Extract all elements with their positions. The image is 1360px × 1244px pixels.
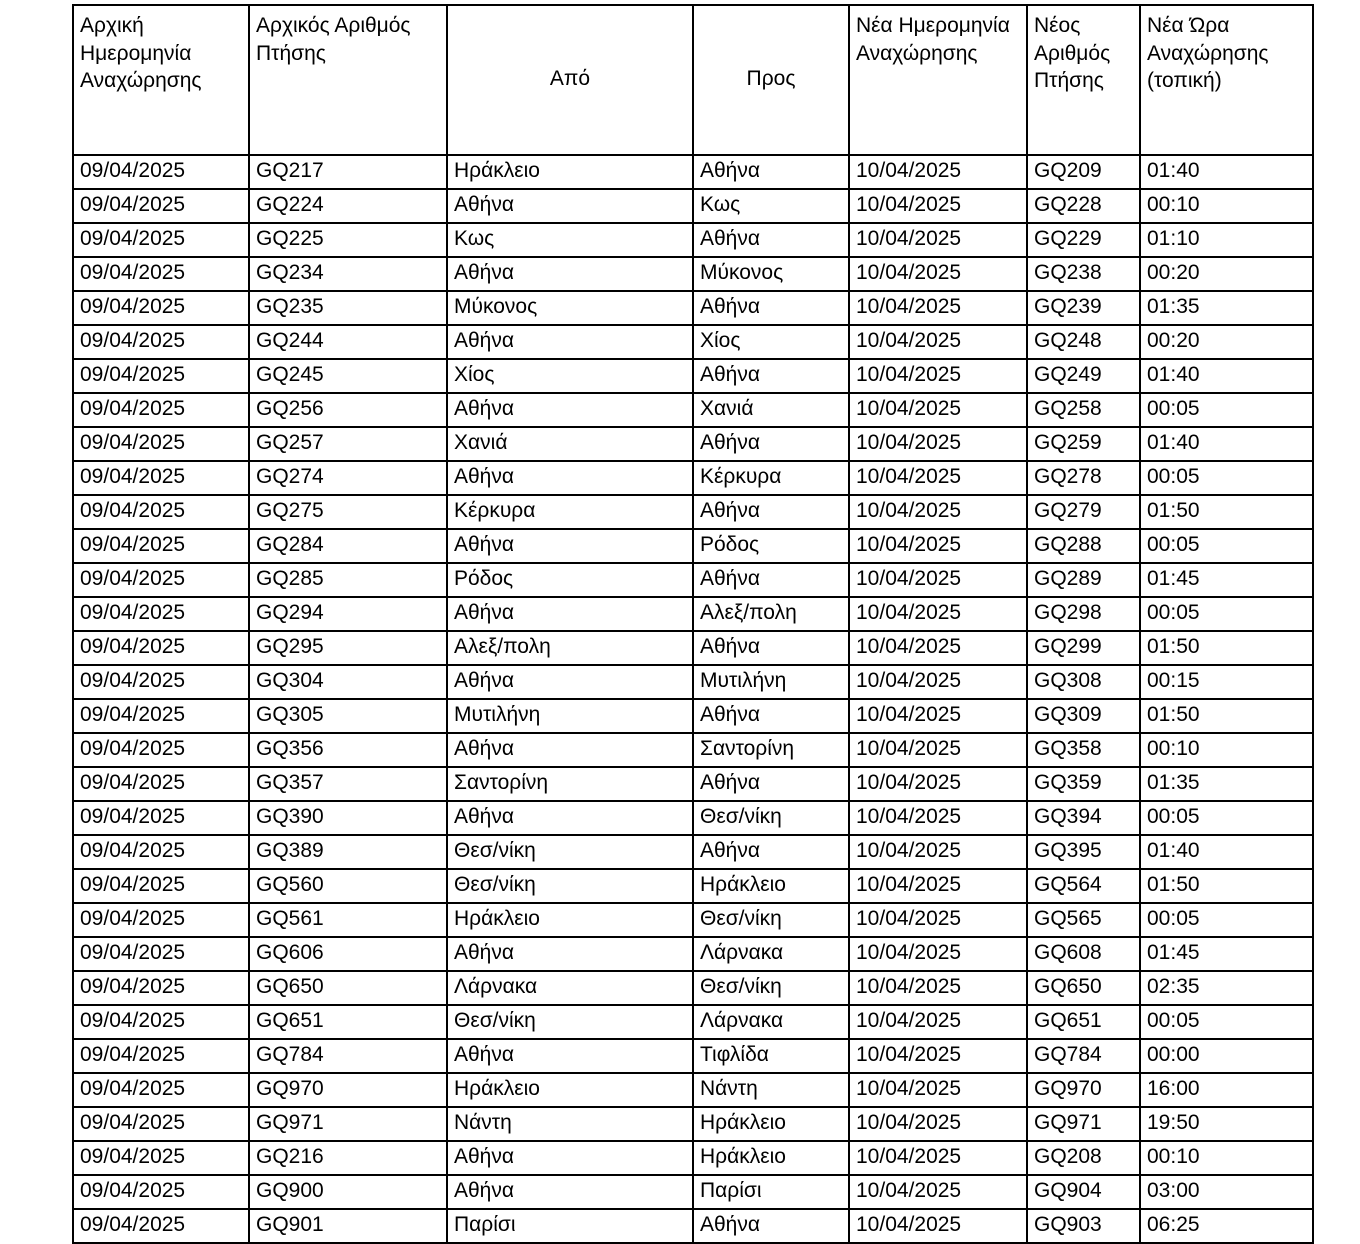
cell-original-departure-date: 09/04/2025: [73, 393, 249, 427]
cell-new-departure-date: 10/04/2025: [849, 665, 1027, 699]
cell-new-departure-date: 10/04/2025: [849, 699, 1027, 733]
table-row: [73, 223, 1313, 257]
cell-from: Θεσ/νίκη: [447, 835, 693, 869]
cell-original-flight-number: GQ356: [249, 733, 447, 767]
table-row: [73, 1039, 1313, 1073]
cell-original-departure-date: 09/04/2025: [73, 971, 249, 1005]
cell-original-flight-number: GQ274: [249, 461, 447, 495]
cell-original-departure-date: 09/04/2025: [73, 495, 249, 529]
cell-original-departure-date: 09/04/2025: [73, 665, 249, 699]
table-row: [73, 155, 1313, 189]
cell-from: Αθήνα: [447, 1141, 693, 1175]
cell-new-departure-date: 10/04/2025: [849, 835, 1027, 869]
cell-new-departure-time: 00:05: [1140, 461, 1313, 495]
table-row: [73, 835, 1313, 869]
cell-to: Παρίσι: [693, 1175, 849, 1209]
cell-new-flight-number: GQ278: [1027, 461, 1140, 495]
table-row: [73, 767, 1313, 801]
table-row: [73, 869, 1313, 903]
cell-to: Μυτιλήνη: [693, 665, 849, 699]
cell-to: Ηράκλειο: [693, 869, 849, 903]
cell-new-departure-date: 10/04/2025: [849, 461, 1027, 495]
cell-new-departure-date: 10/04/2025: [849, 563, 1027, 597]
table-row: [73, 325, 1313, 359]
cell-to: Λάρνακα: [693, 937, 849, 971]
cell-new-departure-time: 16:00: [1140, 1073, 1313, 1107]
cell-new-departure-date: 10/04/2025: [849, 1209, 1027, 1243]
cell-original-flight-number: GQ389: [249, 835, 447, 869]
cell-original-flight-number: GQ245: [249, 359, 447, 393]
cell-new-departure-time: 01:40: [1140, 835, 1313, 869]
cell-new-flight-number: GQ299: [1027, 631, 1140, 665]
cell-new-departure-date: 10/04/2025: [849, 155, 1027, 189]
cell-new-departure-time: 00:20: [1140, 257, 1313, 291]
table-row: [73, 529, 1313, 563]
cell-new-departure-time: 06:25: [1140, 1209, 1313, 1243]
cell-original-flight-number: GQ560: [249, 869, 447, 903]
cell-from: Αθήνα: [447, 393, 693, 427]
cell-original-departure-date: 09/04/2025: [73, 359, 249, 393]
cell-original-departure-date: 09/04/2025: [73, 461, 249, 495]
cell-original-flight-number: GQ256: [249, 393, 447, 427]
cell-new-departure-date: 10/04/2025: [849, 1175, 1027, 1209]
cell-original-departure-date: 09/04/2025: [73, 597, 249, 631]
table-row: [73, 733, 1313, 767]
column-header-new-flight-number: Νέος Αριθμός Πτήσης: [1027, 5, 1140, 155]
cell-new-departure-date: 10/04/2025: [849, 291, 1027, 325]
cell-original-departure-date: 09/04/2025: [73, 1107, 249, 1141]
cell-new-departure-time: 00:05: [1140, 903, 1313, 937]
cell-new-flight-number: GQ971: [1027, 1107, 1140, 1141]
cell-new-departure-time: 01:35: [1140, 291, 1313, 325]
cell-new-departure-date: 10/04/2025: [849, 869, 1027, 903]
cell-new-departure-date: 10/04/2025: [849, 937, 1027, 971]
cell-new-departure-time: 00:05: [1140, 801, 1313, 835]
cell-new-departure-date: 10/04/2025: [849, 597, 1027, 631]
cell-new-departure-time: 00:20: [1140, 325, 1313, 359]
cell-to: Σαντορίνη: [693, 733, 849, 767]
cell-from: Μύκονος: [447, 291, 693, 325]
flight-schedule-table: [72, 4, 1314, 1244]
cell-original-departure-date: 09/04/2025: [73, 427, 249, 461]
cell-to: Ρόδος: [693, 529, 849, 563]
cell-original-departure-date: 09/04/2025: [73, 529, 249, 563]
table-header-row: [73, 5, 1313, 155]
cell-new-flight-number: GQ238: [1027, 257, 1140, 291]
cell-from: Θεσ/νίκη: [447, 1005, 693, 1039]
cell-new-departure-time: 01:50: [1140, 699, 1313, 733]
cell-to: Θεσ/νίκη: [693, 801, 849, 835]
table-row: [73, 461, 1313, 495]
cell-from: Ρόδος: [447, 563, 693, 597]
cell-original-flight-number: GQ971: [249, 1107, 447, 1141]
cell-original-departure-date: 09/04/2025: [73, 325, 249, 359]
cell-to: Ηράκλειο: [693, 1141, 849, 1175]
cell-new-flight-number: GQ259: [1027, 427, 1140, 461]
cell-new-departure-date: 10/04/2025: [849, 631, 1027, 665]
cell-new-flight-number: GQ608: [1027, 937, 1140, 971]
table-row: [73, 597, 1313, 631]
table-row: [73, 189, 1313, 223]
cell-new-departure-date: 10/04/2025: [849, 733, 1027, 767]
cell-from: Αθήνα: [447, 325, 693, 359]
cell-from: Αθήνα: [447, 597, 693, 631]
cell-original-departure-date: 09/04/2025: [73, 1039, 249, 1073]
cell-original-departure-date: 09/04/2025: [73, 767, 249, 801]
cell-new-flight-number: GQ309: [1027, 699, 1140, 733]
table-row: [73, 495, 1313, 529]
cell-new-departure-date: 10/04/2025: [849, 257, 1027, 291]
cell-new-flight-number: GQ650: [1027, 971, 1140, 1005]
cell-new-departure-date: 10/04/2025: [849, 427, 1027, 461]
table-row: [73, 1005, 1313, 1039]
cell-original-flight-number: GQ284: [249, 529, 447, 563]
table-row: [73, 1141, 1313, 1175]
cell-from: Ηράκλειο: [447, 903, 693, 937]
cell-to: Αθήνα: [693, 291, 849, 325]
cell-to: Αθήνα: [693, 155, 849, 189]
cell-original-flight-number: GQ235: [249, 291, 447, 325]
cell-new-flight-number: GQ784: [1027, 1039, 1140, 1073]
cell-original-flight-number: GQ257: [249, 427, 447, 461]
cell-new-flight-number: GQ308: [1027, 665, 1140, 699]
cell-to: Νάντη: [693, 1073, 849, 1107]
cell-new-departure-date: 10/04/2025: [849, 1005, 1027, 1039]
cell-new-departure-time: 00:05: [1140, 393, 1313, 427]
cell-new-departure-time: 01:50: [1140, 869, 1313, 903]
cell-new-flight-number: GQ248: [1027, 325, 1140, 359]
cell-to: Κέρκυρα: [693, 461, 849, 495]
cell-new-flight-number: GQ208: [1027, 1141, 1140, 1175]
column-header-new-departure-date: Νέα Ημερομηνία Αναχώρησης: [849, 5, 1027, 155]
cell-original-flight-number: GQ217: [249, 155, 447, 189]
cell-to: Θεσ/νίκη: [693, 971, 849, 1005]
cell-original-departure-date: 09/04/2025: [73, 223, 249, 257]
cell-original-flight-number: GQ294: [249, 597, 447, 631]
cell-original-flight-number: GQ225: [249, 223, 447, 257]
cell-new-departure-time: 00:05: [1140, 1005, 1313, 1039]
cell-new-flight-number: GQ279: [1027, 495, 1140, 529]
cell-original-departure-date: 09/04/2025: [73, 903, 249, 937]
cell-new-flight-number: GQ358: [1027, 733, 1140, 767]
cell-from: Κως: [447, 223, 693, 257]
cell-original-departure-date: 09/04/2025: [73, 631, 249, 665]
table-row: [73, 1073, 1313, 1107]
cell-to: Αθήνα: [693, 359, 849, 393]
cell-new-flight-number: GQ564: [1027, 869, 1140, 903]
table-row: [73, 971, 1313, 1005]
cell-from: Κέρκυρα: [447, 495, 693, 529]
cell-from: Μυτιλήνη: [447, 699, 693, 733]
cell-new-flight-number: GQ229: [1027, 223, 1140, 257]
cell-original-departure-date: 09/04/2025: [73, 699, 249, 733]
cell-original-flight-number: GQ224: [249, 189, 447, 223]
cell-from: Σαντορίνη: [447, 767, 693, 801]
cell-from: Αθήνα: [447, 1039, 693, 1073]
cell-original-departure-date: 09/04/2025: [73, 1005, 249, 1039]
cell-new-departure-date: 10/04/2025: [849, 359, 1027, 393]
cell-original-departure-date: 09/04/2025: [73, 733, 249, 767]
cell-new-departure-time: 01:45: [1140, 563, 1313, 597]
cell-new-flight-number: GQ228: [1027, 189, 1140, 223]
column-header-original-departure-date: Αρχική Ημερομηνία Αναχώρησης: [73, 5, 249, 155]
cell-original-departure-date: 09/04/2025: [73, 291, 249, 325]
cell-to: Αθήνα: [693, 563, 849, 597]
column-header-to: Προς: [693, 5, 849, 155]
cell-to: Λάρνακα: [693, 1005, 849, 1039]
cell-new-departure-time: 03:00: [1140, 1175, 1313, 1209]
cell-original-departure-date: 09/04/2025: [73, 257, 249, 291]
cell-original-flight-number: GQ900: [249, 1175, 447, 1209]
table-header: [73, 5, 1313, 155]
cell-new-departure-time: 01:45: [1140, 937, 1313, 971]
table-row: [73, 1107, 1313, 1141]
table-row: [73, 427, 1313, 461]
cell-to: Αθήνα: [693, 835, 849, 869]
cell-new-departure-time: 02:35: [1140, 971, 1313, 1005]
cell-new-flight-number: GQ904: [1027, 1175, 1140, 1209]
cell-original-flight-number: GQ216: [249, 1141, 447, 1175]
cell-original-departure-date: 09/04/2025: [73, 189, 249, 223]
cell-new-departure-date: 10/04/2025: [849, 495, 1027, 529]
cell-new-departure-time: 00:05: [1140, 529, 1313, 563]
cell-from: Λάρνακα: [447, 971, 693, 1005]
cell-original-flight-number: GQ651: [249, 1005, 447, 1039]
cell-from: Νάντη: [447, 1107, 693, 1141]
table-row: [73, 699, 1313, 733]
cell-from: Αθήνα: [447, 801, 693, 835]
cell-new-departure-time: 01:40: [1140, 359, 1313, 393]
cell-to: Αθήνα: [693, 767, 849, 801]
cell-new-departure-time: 01:10: [1140, 223, 1313, 257]
cell-original-departure-date: 09/04/2025: [73, 1175, 249, 1209]
cell-new-departure-time: 00:10: [1140, 733, 1313, 767]
cell-original-flight-number: GQ606: [249, 937, 447, 971]
cell-original-flight-number: GQ901: [249, 1209, 447, 1243]
cell-to: Αθήνα: [693, 631, 849, 665]
cell-from: Ηράκλειο: [447, 155, 693, 189]
cell-new-departure-date: 10/04/2025: [849, 393, 1027, 427]
cell-new-departure-time: 00:10: [1140, 189, 1313, 223]
cell-new-flight-number: GQ209: [1027, 155, 1140, 189]
cell-original-flight-number: GQ295: [249, 631, 447, 665]
cell-from: Αθήνα: [447, 937, 693, 971]
cell-original-departure-date: 09/04/2025: [73, 155, 249, 189]
cell-original-departure-date: 09/04/2025: [73, 801, 249, 835]
table-row: [73, 1209, 1313, 1243]
cell-new-departure-time: 00:05: [1140, 597, 1313, 631]
cell-new-departure-date: 10/04/2025: [849, 1039, 1027, 1073]
cell-new-departure-time: 00:15: [1140, 665, 1313, 699]
cell-original-flight-number: GQ357: [249, 767, 447, 801]
cell-new-flight-number: GQ288: [1027, 529, 1140, 563]
table-row: [73, 1175, 1313, 1209]
cell-original-flight-number: GQ304: [249, 665, 447, 699]
cell-new-departure-date: 10/04/2025: [849, 189, 1027, 223]
cell-original-flight-number: GQ561: [249, 903, 447, 937]
cell-to: Αθήνα: [693, 427, 849, 461]
table-row: [73, 563, 1313, 597]
cell-new-departure-date: 10/04/2025: [849, 903, 1027, 937]
cell-original-flight-number: GQ650: [249, 971, 447, 1005]
column-header-new-departure-time: Νέα Ώρα Αναχώρησης (τοπική): [1140, 5, 1313, 155]
cell-to: Αλεξ/πολη: [693, 597, 849, 631]
cell-new-departure-time: 00:00: [1140, 1039, 1313, 1073]
cell-new-flight-number: GQ903: [1027, 1209, 1140, 1243]
cell-to: Κως: [693, 189, 849, 223]
cell-new-departure-time: 00:10: [1140, 1141, 1313, 1175]
cell-original-departure-date: 09/04/2025: [73, 563, 249, 597]
cell-original-flight-number: GQ390: [249, 801, 447, 835]
cell-new-flight-number: GQ239: [1027, 291, 1140, 325]
cell-from: Παρίσι: [447, 1209, 693, 1243]
cell-original-flight-number: GQ305: [249, 699, 447, 733]
cell-new-departure-date: 10/04/2025: [849, 1141, 1027, 1175]
cell-new-flight-number: GQ258: [1027, 393, 1140, 427]
table-row: [73, 937, 1313, 971]
cell-to: Αθήνα: [693, 1209, 849, 1243]
cell-new-flight-number: GQ651: [1027, 1005, 1140, 1039]
cell-new-departure-date: 10/04/2025: [849, 1073, 1027, 1107]
cell-new-departure-date: 10/04/2025: [849, 325, 1027, 359]
table-row: [73, 631, 1313, 665]
cell-original-departure-date: 09/04/2025: [73, 869, 249, 903]
cell-to: Χανιά: [693, 393, 849, 427]
cell-original-flight-number: GQ285: [249, 563, 447, 597]
cell-new-departure-date: 10/04/2025: [849, 223, 1027, 257]
cell-new-flight-number: GQ359: [1027, 767, 1140, 801]
cell-from: Ηράκλειο: [447, 1073, 693, 1107]
cell-new-flight-number: GQ394: [1027, 801, 1140, 835]
cell-to: Αθήνα: [693, 495, 849, 529]
cell-original-flight-number: GQ784: [249, 1039, 447, 1073]
table-row: [73, 393, 1313, 427]
cell-new-flight-number: GQ970: [1027, 1073, 1140, 1107]
cell-new-flight-number: GQ395: [1027, 835, 1140, 869]
cell-new-departure-date: 10/04/2025: [849, 529, 1027, 563]
cell-new-departure-date: 10/04/2025: [849, 1107, 1027, 1141]
table-row: [73, 359, 1313, 393]
cell-from: Αθήνα: [447, 733, 693, 767]
table-row: [73, 801, 1313, 835]
cell-original-departure-date: 09/04/2025: [73, 1141, 249, 1175]
cell-original-departure-date: 09/04/2025: [73, 1209, 249, 1243]
cell-new-departure-time: 01:50: [1140, 495, 1313, 529]
cell-from: Αθήνα: [447, 529, 693, 563]
cell-from: Αθήνα: [447, 189, 693, 223]
cell-from: Αθήνα: [447, 1175, 693, 1209]
cell-to: Αθήνα: [693, 223, 849, 257]
table-row: [73, 291, 1313, 325]
cell-from: Χανιά: [447, 427, 693, 461]
cell-from: Αθήνα: [447, 257, 693, 291]
cell-to: Ηράκλειο: [693, 1107, 849, 1141]
table-row: [73, 665, 1313, 699]
cell-to: Μύκονος: [693, 257, 849, 291]
cell-original-flight-number: GQ234: [249, 257, 447, 291]
cell-new-flight-number: GQ565: [1027, 903, 1140, 937]
cell-new-flight-number: GQ289: [1027, 563, 1140, 597]
cell-new-departure-time: 01:35: [1140, 767, 1313, 801]
cell-original-flight-number: GQ970: [249, 1073, 447, 1107]
cell-original-departure-date: 09/04/2025: [73, 1073, 249, 1107]
cell-new-departure-date: 10/04/2025: [849, 971, 1027, 1005]
cell-new-flight-number: GQ298: [1027, 597, 1140, 631]
cell-from: Αθήνα: [447, 665, 693, 699]
column-header-from: Από: [447, 5, 693, 155]
cell-new-departure-time: 19:50: [1140, 1107, 1313, 1141]
table-row: [73, 257, 1313, 291]
cell-to: Αθήνα: [693, 699, 849, 733]
cell-original-flight-number: GQ244: [249, 325, 447, 359]
cell-from: Αθήνα: [447, 461, 693, 495]
cell-to: Χίος: [693, 325, 849, 359]
cell-original-flight-number: GQ275: [249, 495, 447, 529]
table-body: [73, 155, 1313, 1243]
cell-new-departure-time: 01:40: [1140, 155, 1313, 189]
cell-new-departure-time: 01:50: [1140, 631, 1313, 665]
cell-new-departure-date: 10/04/2025: [849, 767, 1027, 801]
cell-to: Θεσ/νίκη: [693, 903, 849, 937]
cell-new-departure-time: 01:40: [1140, 427, 1313, 461]
cell-from: Αλεξ/πολη: [447, 631, 693, 665]
cell-from: Χίος: [447, 359, 693, 393]
cell-to: Τιφλίδα: [693, 1039, 849, 1073]
cell-original-departure-date: 09/04/2025: [73, 937, 249, 971]
cell-original-departure-date: 09/04/2025: [73, 835, 249, 869]
column-header-original-flight-number: Αρχικός Αριθμός Πτήσης: [249, 5, 447, 155]
cell-new-flight-number: GQ249: [1027, 359, 1140, 393]
table-row: [73, 903, 1313, 937]
cell-from: Θεσ/νίκη: [447, 869, 693, 903]
cell-new-departure-date: 10/04/2025: [849, 801, 1027, 835]
